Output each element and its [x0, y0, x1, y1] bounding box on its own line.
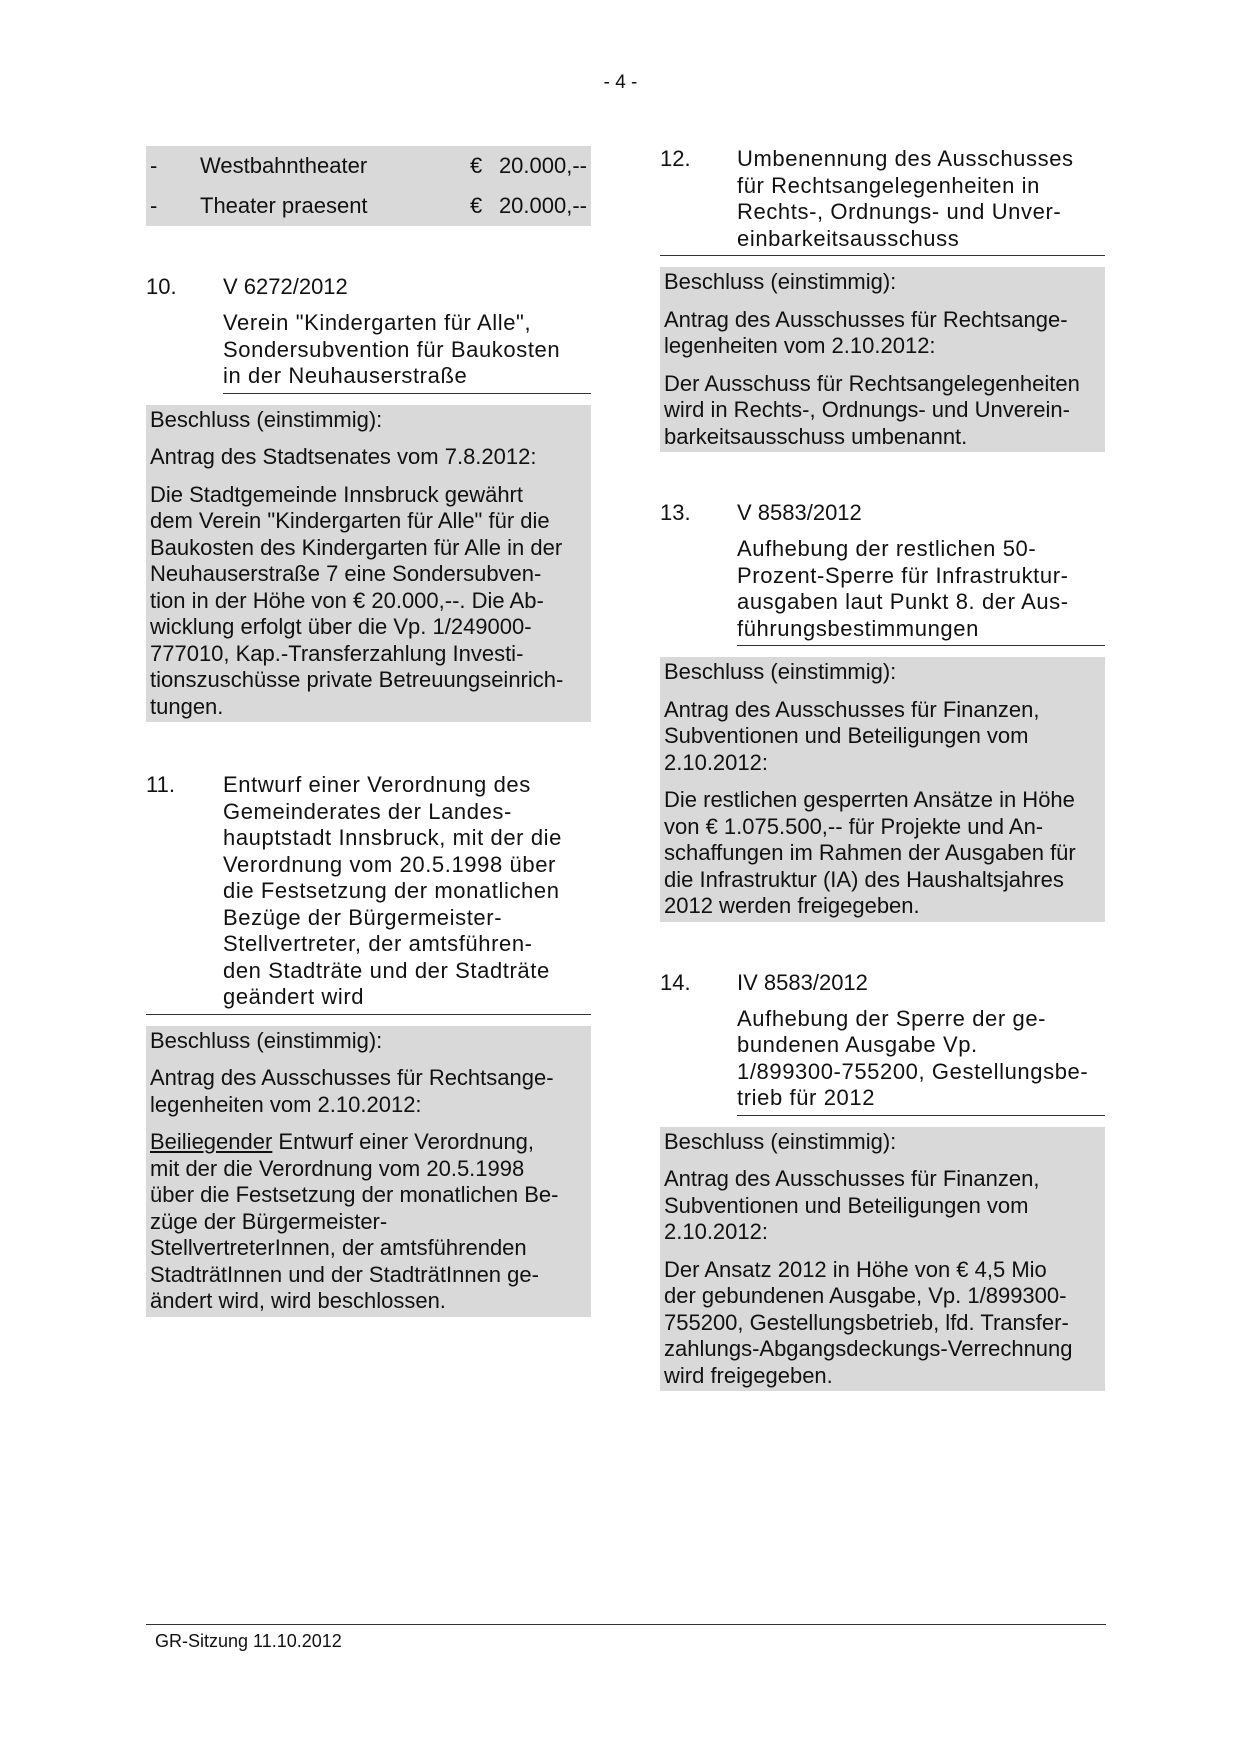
item-number: 14.: [660, 969, 691, 995]
request-line: Antrag des Ausschusses für Rechtsange-: [150, 1065, 554, 1090]
title-line: Aufhebung der restlichen 50-: [737, 536, 1037, 561]
body-line: wicklung erfolgt über die Vp. 1/249000-: [150, 614, 532, 639]
body-line: Baukosten des Kindergarten für Alle in der: [150, 534, 563, 560]
item-header: [146, 772, 591, 1015]
body-line: mit der die Verordnung vom 20.5.1998: [150, 1155, 525, 1181]
body-line: die Infrastruktur (IA) des Haushaltsjahres: [664, 866, 1064, 892]
decision-label: Beschluss (einstimmig):: [664, 1128, 897, 1154]
row-dash: -: [150, 153, 158, 178]
decision-body: [664, 371, 1101, 451]
item-header: [660, 970, 1105, 996]
right-column: [660, 146, 1105, 1391]
body-line: 755200, Gestellungsbetrieb, lfd. Transfer-: [664, 1309, 1069, 1335]
body-line: dem Verein "Kindergarten für Alle" für die: [150, 508, 550, 533]
request-text: Antrag des Stadtsenates vom 7.8.2012:: [150, 444, 537, 469]
request-line: legenheiten vom 2.10.2012:: [150, 1091, 422, 1117]
agenda-item-10: [146, 274, 591, 722]
row-dash: -: [150, 193, 158, 218]
body-line: Die restlichen gesperrten Ansätze in Höhe: [664, 787, 1075, 812]
title-line: Prozent-Sperre für Infrastruktur-: [737, 562, 1069, 588]
decision-label: Beschluss (einstimmig):: [664, 659, 897, 684]
body-line: Neuhauserstraße 7 eine Sondersubven-: [150, 561, 542, 586]
decision-body: [664, 787, 1101, 920]
body-line: Der Ansatz 2012 in Höhe von € 4,5 Mio: [664, 1256, 1047, 1282]
item-code: IV 8583/2012: [737, 969, 868, 995]
body-line: von € 1.075.500,-- für Projekte und An-: [664, 813, 1044, 839]
row-amount: 20.000,--: [498, 153, 587, 178]
row-currency: €: [470, 193, 483, 218]
decision-block: [660, 267, 1105, 452]
request-line: Subventionen und Beteiligungen vom: [664, 1192, 1029, 1218]
title-line: bundenen Ausgabe Vp.: [737, 1032, 978, 1057]
item-number: 10.: [146, 274, 177, 299]
request-line: 2.10.2012:: [664, 749, 768, 775]
body-line: der gebundenen Ausgabe, Vp. 1/899300-: [664, 1283, 1067, 1308]
decision-body: [150, 1129, 587, 1315]
body-line: tion in der Höhe von € 20.000,--. Die Ab-: [150, 587, 544, 613]
body-line: züge der Bürgermeister-: [150, 1208, 388, 1234]
body-line: tionszuschüsse private Betreuungseinrich-: [150, 667, 564, 692]
title-line: führungsbestimmungen: [737, 615, 979, 641]
decision-block: [146, 1026, 591, 1317]
footer-text: GR-Sitzung 11.10.2012: [155, 1631, 342, 1651]
title-line: Gemeinderates der Landes-: [223, 798, 512, 824]
body-line: 777010, Kap.-Transferzahlung Investi-: [150, 640, 524, 666]
body-line: schaffungen im Rahmen der Ausgaben für: [664, 840, 1076, 865]
item-number: 13.: [660, 500, 691, 525]
row-name: Theater praesent: [200, 193, 368, 218]
decision-body: [664, 1257, 1101, 1390]
decision-block: [660, 657, 1105, 922]
title-line: 1/899300-755200, Gestellungsbe-: [737, 1058, 1089, 1084]
title-line: Rechts-, Ordnungs- und Unver-: [737, 199, 1062, 224]
page-number: - 4 -: [603, 72, 638, 93]
funding-table: [146, 146, 591, 226]
title-line: Stellvertreter, der amtsführen-: [223, 931, 533, 956]
body-line: StadträtInnen und der StadträtInnen ge-: [150, 1261, 539, 1287]
title-line: einbarkeitsausschuss: [737, 225, 960, 251]
underlined-word: Beiliegender: [150, 1129, 273, 1154]
item-number: 12.: [660, 146, 691, 171]
row-currency: €: [470, 153, 483, 178]
decision-block: [660, 1127, 1105, 1392]
title-line: hauptstadt Innsbruck, mit der die: [223, 825, 562, 850]
item-number: 11.: [146, 772, 175, 797]
body-line: über die Festsetzung der monatlichen Be-: [150, 1182, 559, 1207]
title-line: den Stadträte und der Stadträte: [223, 957, 550, 983]
table-row: [146, 186, 591, 226]
request-line: Antrag des Ausschusses für Finanzen,: [664, 1166, 1040, 1191]
body-line: wird in Rechts-, Ordnungs- und Unverein-: [664, 397, 1070, 422]
body-text: Entwurf einer Verordnung,: [272, 1129, 535, 1154]
request-text: [664, 1166, 1101, 1246]
title-line: Bezüge der Bürgermeister-: [223, 904, 503, 930]
item-code: V 6272/2012: [223, 274, 348, 299]
title-line: trieb für 2012: [737, 1085, 876, 1110]
table-row: [146, 146, 591, 186]
request-text: [664, 307, 1101, 360]
item-title: [737, 146, 1105, 252]
page-footer: [146, 1624, 1106, 1652]
request-line: legenheiten vom 2.10.2012:: [664, 333, 936, 358]
body-line: 2012 werden freigegeben.: [664, 893, 920, 918]
request-line: Subventionen und Beteiligungen vom: [664, 723, 1029, 748]
item-header: [146, 274, 591, 300]
request-line: 2.10.2012:: [664, 1219, 768, 1244]
item-title: [223, 772, 591, 1011]
item-code: V 8583/2012: [737, 500, 862, 525]
title-line: Aufhebung der Sperre der ge-: [737, 1005, 1047, 1031]
title-line: Verordnung vom 20.5.1998 über: [223, 851, 556, 877]
decision-body: [150, 482, 587, 721]
title-line: Verein "Kindergarten für Alle",: [223, 310, 532, 335]
body-line: StellvertreterInnen, der amtsführenden: [150, 1235, 527, 1260]
title-line: für Rechtsangelegenheiten in: [737, 172, 1041, 198]
decision-label: Beschluss (einstimmig):: [150, 1027, 383, 1053]
agenda-item-11: [146, 772, 591, 1317]
item-header: [660, 500, 1105, 526]
title-line: in der Neuhauserstraße: [223, 363, 468, 388]
body-line: ändert wird, wird beschlossen.: [150, 1288, 446, 1313]
left-column: [146, 146, 591, 1317]
request-text: [664, 697, 1101, 777]
title-line: ausgaben laut Punkt 8. der Aus-: [737, 589, 1069, 614]
decision-label: Beschluss (einstimmig):: [150, 406, 383, 432]
item-title: [737, 536, 1105, 646]
body-line: barkeitsausschuss umbenannt.: [664, 423, 968, 449]
body-line: Die Stadtgemeinde Innsbruck gewährt: [150, 481, 523, 507]
item-title: [737, 1006, 1105, 1116]
title-line: die Festsetzung der monatlichen: [223, 878, 560, 903]
item-header: [660, 146, 1105, 256]
title-line: geändert wird: [223, 984, 365, 1009]
request-line: Antrag des Ausschusses für Rechtsange-: [664, 306, 1068, 332]
body-line: [150, 1129, 587, 1156]
title-line: Umbenennung des Ausschusses: [737, 146, 1074, 171]
body-line: wird freigegeben.: [664, 1362, 833, 1388]
request-line: Antrag des Ausschusses für Finanzen,: [664, 696, 1040, 722]
decision-label: Beschluss (einstimmig):: [664, 269, 897, 294]
decision-block: [146, 405, 591, 723]
body-line: tungen.: [150, 693, 224, 719]
body-line: zahlungs-Abgangsdeckungs-Verrechnung: [664, 1336, 1073, 1361]
title-line: Sondersubvention für Baukosten: [223, 336, 561, 362]
row-name: Westbahntheater: [200, 153, 368, 178]
request-text: [150, 1065, 587, 1118]
agenda-item-14: [660, 970, 1105, 1392]
body-line: Der Ausschuss für Rechtsangelegenheiten: [664, 370, 1080, 396]
item-title: [223, 310, 591, 394]
row-amount: 20.000,--: [498, 193, 587, 218]
agenda-item-13: [660, 500, 1105, 922]
agenda-item-12: [660, 146, 1105, 452]
title-line: Entwurf einer Verordnung des: [223, 772, 531, 797]
